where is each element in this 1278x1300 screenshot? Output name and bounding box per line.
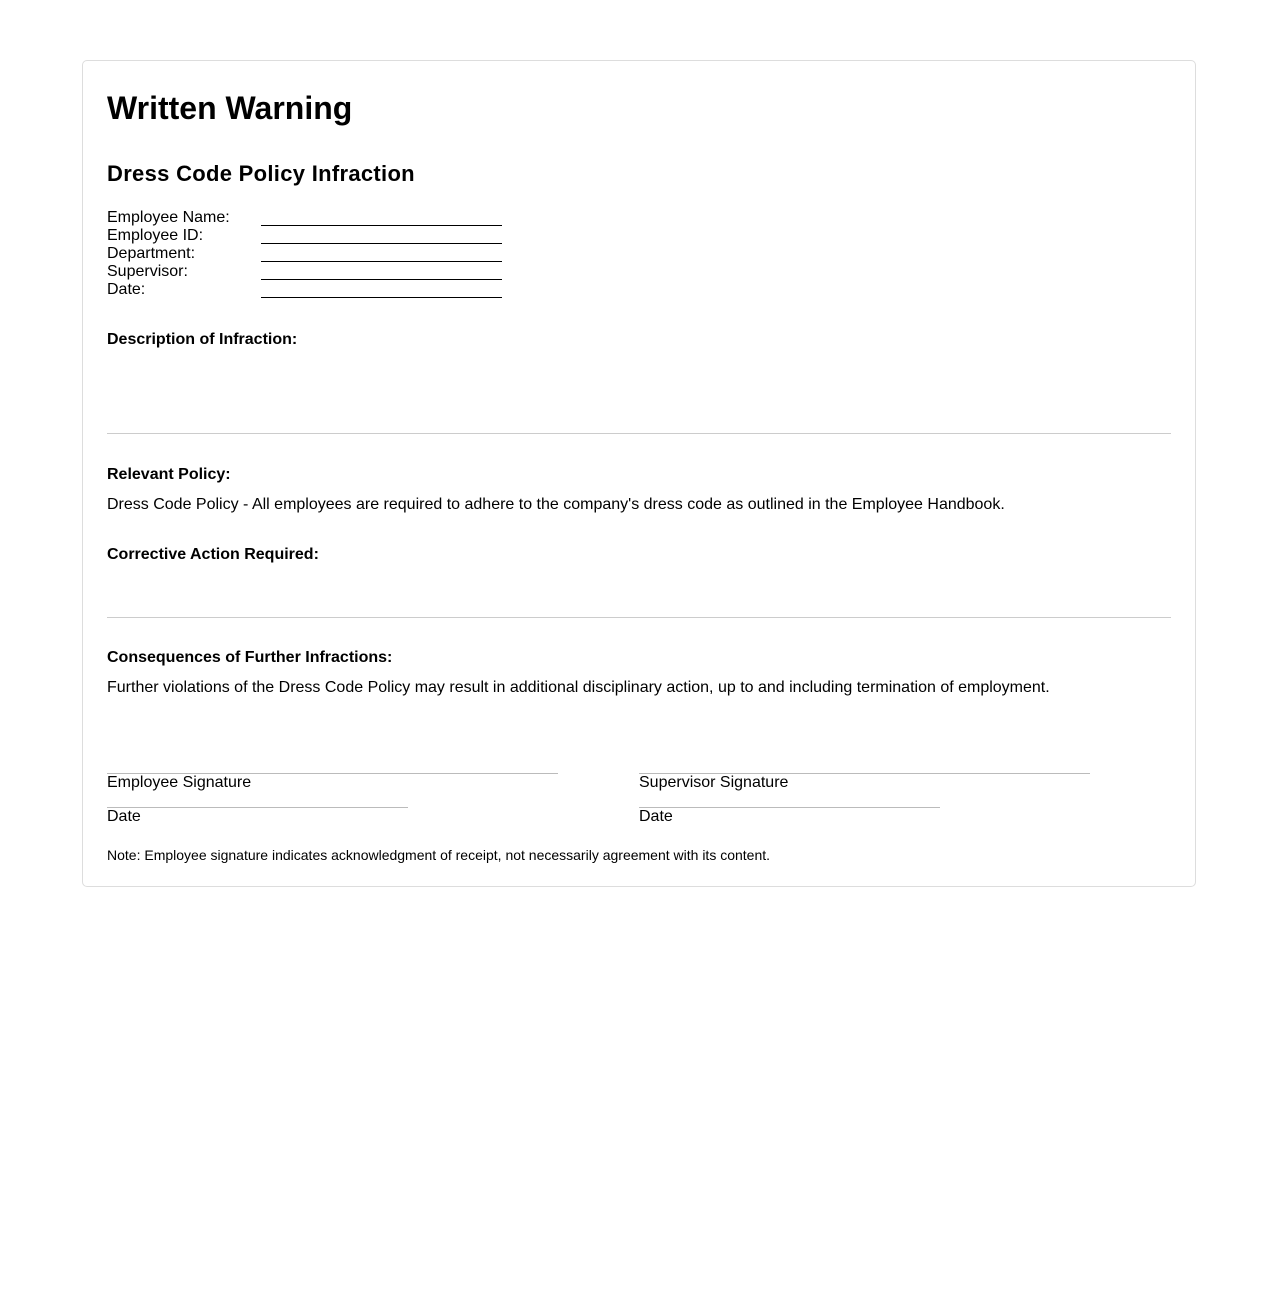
description-divider xyxy=(107,433,1171,434)
employee-signature-block xyxy=(107,773,639,826)
department-blank[interactable] xyxy=(261,245,502,262)
supervisor-blank[interactable] xyxy=(261,263,502,280)
field-label: Employee Name: xyxy=(107,209,230,226)
policy-heading: Relevant Policy: xyxy=(107,466,231,483)
corrective-divider xyxy=(107,617,1171,618)
policy-text: Dress Code Policy - All employees are required to adhere to the company's dress code as outlined in the Employee Handbook. xyxy=(107,496,1005,513)
supervisor-signature-label: Supervisor Signature xyxy=(639,774,789,791)
consequences-heading: Consequences of Further Infractions: xyxy=(107,649,393,666)
employee-name-blank[interactable] xyxy=(261,209,502,226)
employee-id-blank[interactable] xyxy=(261,227,502,244)
field-supervisor xyxy=(107,263,1171,281)
field-employee-name xyxy=(107,209,1171,227)
acknowledgment-note: Note: Employee signature indicates acknowledgment of receipt, not necessarily agreement with its content. xyxy=(107,847,771,863)
field-employee-id xyxy=(107,227,1171,245)
warning-document xyxy=(82,60,1196,887)
corrective-heading: Corrective Action Required: xyxy=(107,546,319,563)
employee-info-fields xyxy=(107,209,1171,299)
signature-section xyxy=(107,773,1171,826)
document-title: Written Warning xyxy=(107,90,353,126)
field-label: Employee ID: xyxy=(107,227,204,244)
supervisor-signature-block xyxy=(639,773,1171,826)
field-label: Department: xyxy=(107,245,196,262)
employee-signature-label: Employee Signature xyxy=(107,774,252,791)
supervisor-date-label: Date xyxy=(639,808,673,825)
field-label: Supervisor: xyxy=(107,263,188,280)
field-department xyxy=(107,245,1171,263)
description-heading: Description of Infraction: xyxy=(107,331,298,348)
document-subtitle: Dress Code Policy Infraction xyxy=(107,161,415,186)
field-date xyxy=(107,281,1171,299)
employee-date-label: Date xyxy=(107,808,141,825)
date-blank[interactable] xyxy=(261,281,502,298)
consequences-text: Further violations of the Dress Code Policy may result in additional disciplinary action, up to and including termination of employment. xyxy=(107,679,1050,696)
field-label: Date: xyxy=(107,281,146,298)
